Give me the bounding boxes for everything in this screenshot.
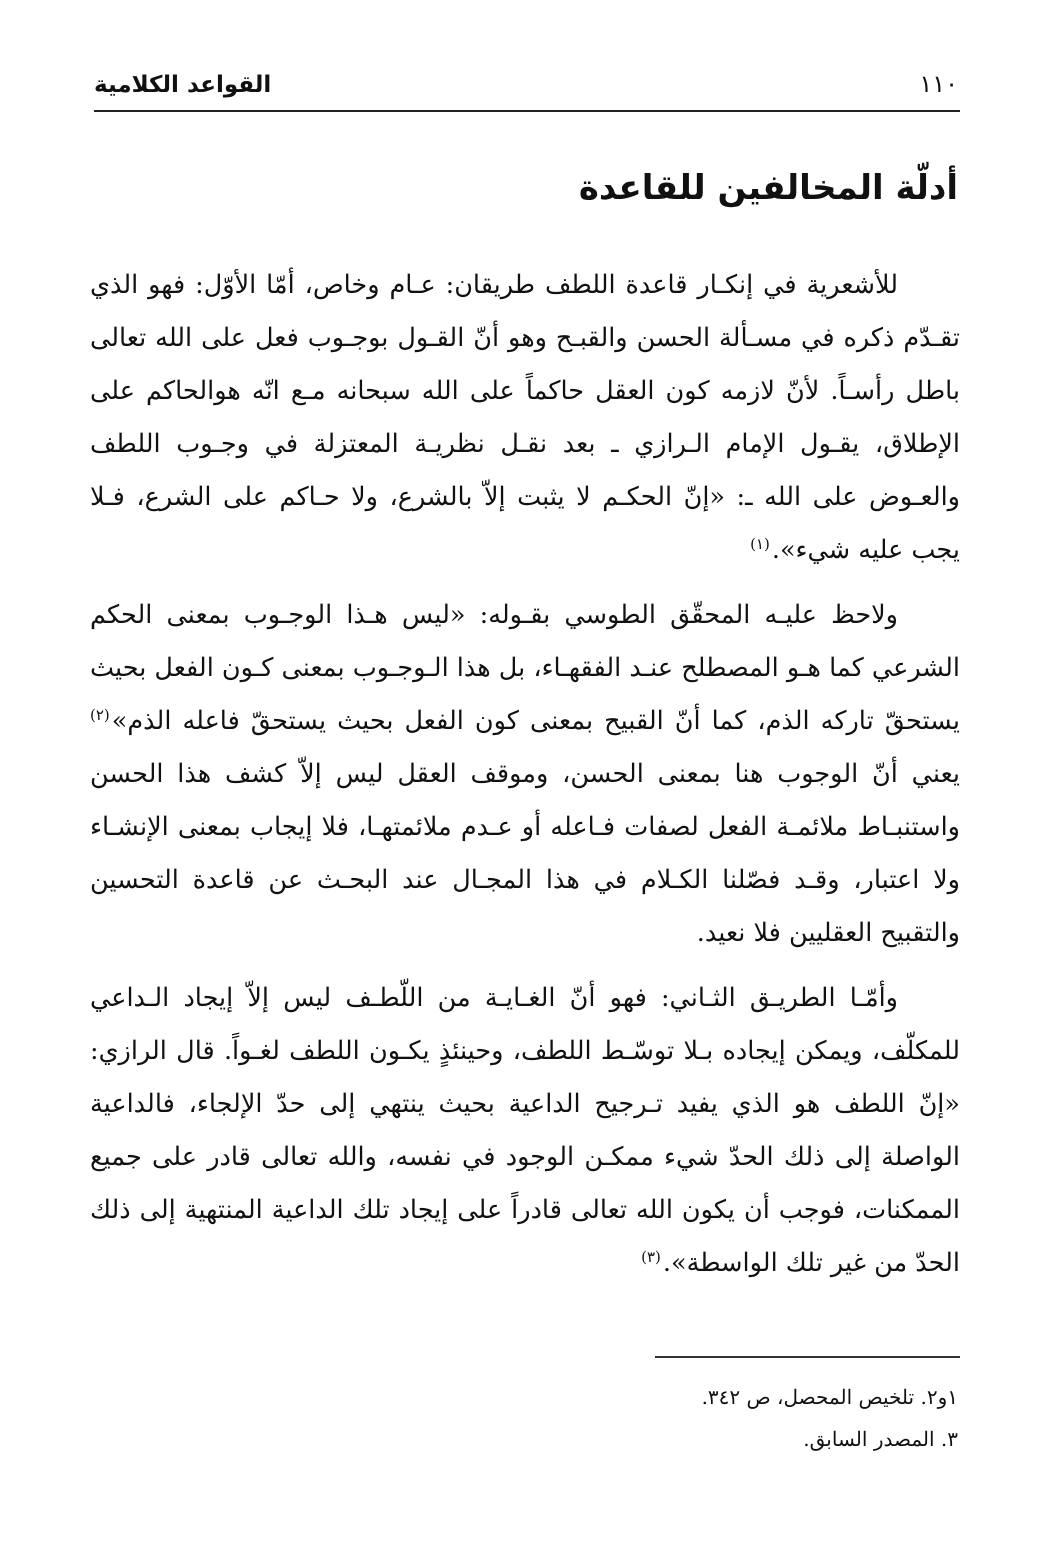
paragraph-3: [90, 972, 960, 1290]
header-divider: [94, 110, 960, 112]
footnote-reference: (٢): [90, 705, 110, 724]
footnote-reference: (٣): [641, 1247, 661, 1266]
book-title: القواعد الكلامية: [94, 72, 272, 98]
paragraph-text: ولاحظ عليـه المحقّق الطوسي بقـوله: «ليس هـذا الوجـوب بمعنى الحكم الشرعي كما هـو المصطلح عنـد الفقهـاء، بل هذا الـوجـوب بمعنى كـون الفعل بحيث يستحقّ تاركه الذم، كما أنّ القبيح بمعنى كون الفعل بحيث يستحقّ فاعله الذم»: [90, 600, 960, 736]
footnotes: [120, 1376, 958, 1460]
section-heading: أدلّة المخالفين للقاعدة: [578, 168, 958, 208]
paragraph-text-continuation: يعني أنّ الوجوب هنا بمعنى الحسن، وموقف العقل ليس إلاّ كشف هذا الحسن واستنبـاط ملائمـة الفعل لصفات فـاعله أو عـدم ملائمتهـا، فلا إيجاب بمعنى الإنشـاء ولا اعتبار، وقـد فصّلنا الكـلام في هذا المجـال عند البحـث عن قاعدة التحسين والتقبيح العقليين فلا نعيد.: [90, 759, 960, 948]
paragraph-1: [90, 259, 960, 577]
footnote-1: ١و٢. تلخيص المحصل، ص ٣٤٢.: [701, 1385, 958, 1409]
paragraph-text: للأشعرية في إنكـار قاعدة اللطف طريقان: عـام وخاص، أمّا الأوّل: فهو الذي تقـدّم ذكره في مسـألة الحسن والقبـح وهو أنّ القـول بوجـوب فعل على الله تعالى باطل رأسـاً. لأنّ لازمه كون العقل حاكماً على الله سبحانه مـع انّه هوالحاكم على الإطلاق، يقـول الإمام الـرازي ـ بعد نقـل نظريـة المعتزلة في وجـوب اللطف والعـوض على الله ـ: «إنّ الحكـم لا يثبت إلاّ بالشرع، ولا حـاكم على الشرع، فـلا يجب عليه شيء».: [90, 270, 960, 565]
page-number: ١١٠: [919, 70, 958, 98]
body-text: [90, 259, 960, 1302]
running-header: [94, 58, 958, 98]
footnote-reference: (١): [750, 534, 770, 553]
paragraph-2: [90, 589, 960, 960]
footnote-2: ٣. المصدر السابق.: [803, 1427, 958, 1451]
footnote-divider: [655, 1356, 960, 1358]
paragraph-text: وأمّـا الطريـق الثـاني: فهو أنّ الغـايـة من اللّطـف ليس إلاّ إيجاد الـداعي للمكلّف، ويمكن إيجاده بـلا توسّـط اللطف، وحينئذٍ يكـون اللطف لغـواً. قال الرازي: «إنّ اللطف هو الذي يفيد تـرجيح الداعية بحيث ينتهي إلى حدّ الإلجاء، فالداعية الواصلة إلى ذلك الحدّ شيء ممكـن الوجود في نفسه، والله تعالى قادر على جميع الممكنات، فوجب أن يكون الله تعالى قادراً على إيجاد تلك الداعية المنتهية إلى ذلك الحدّ من غير تلك الواسطة».: [90, 983, 960, 1278]
